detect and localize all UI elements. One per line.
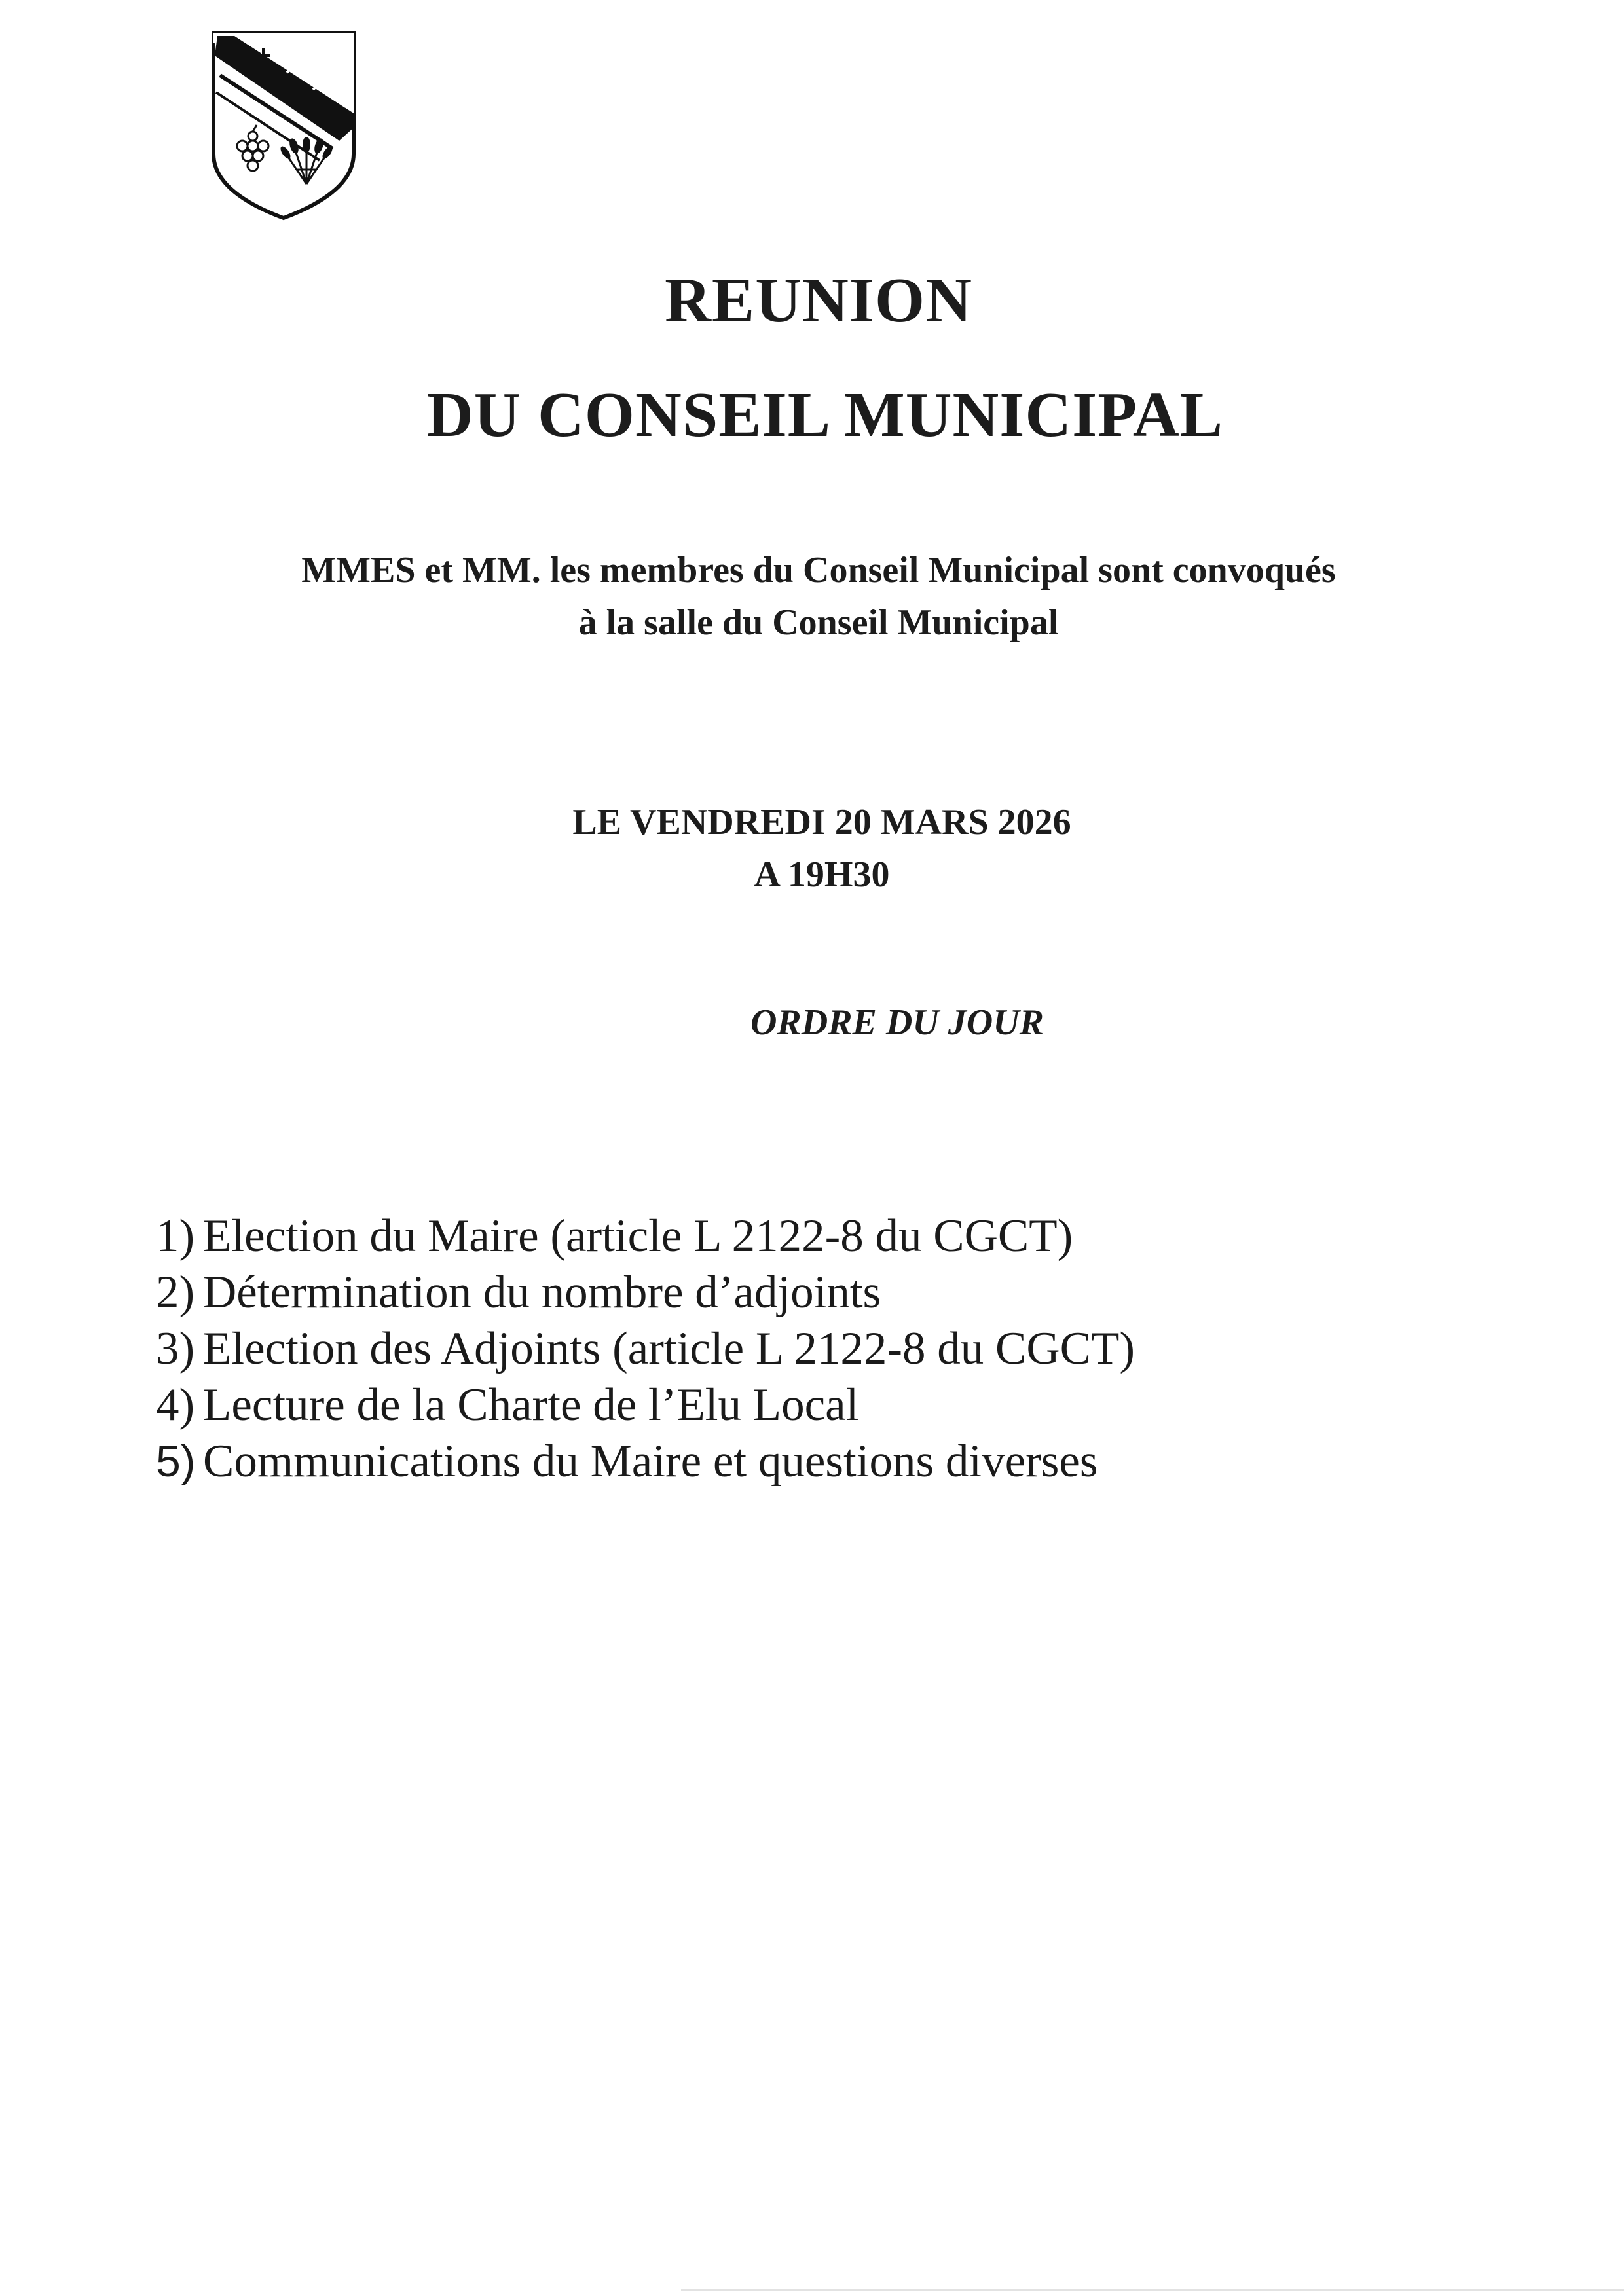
agenda-item <box>156 1433 1135 1489</box>
agenda-item-number: 4) <box>156 1379 195 1430</box>
coat-of-arms <box>208 29 359 221</box>
agenda-item <box>156 1321 1135 1377</box>
intro-line-2: à la salle du Conseil Municipal <box>578 602 1059 643</box>
agenda-item <box>156 1264 1135 1321</box>
agenda-item-text: Election du Maire (article L 2122-8 du CGCT) <box>203 1211 1073 1262</box>
agenda-item-number: 2) <box>156 1267 195 1318</box>
agenda-heading <box>0 1004 1624 1041</box>
agenda-item <box>156 1377 1135 1433</box>
page-title-line-1: REUNION <box>665 265 972 336</box>
agenda-item-number: 1) <box>156 1211 195 1262</box>
agenda-heading-text: ORDRE DU JOUR <box>750 1002 1044 1043</box>
agenda-item-number: 5) <box>156 1436 196 1486</box>
agenda-item <box>156 1208 1135 1264</box>
scan-edge-line <box>681 2289 1624 2291</box>
agenda-item-number: 3) <box>156 1323 195 1374</box>
intro-line-1: MMES et MM. les membres du Conseil Municipal sont convoqués <box>301 550 1336 591</box>
agenda-item-text: Election des Adjoints (article L 2122-8 du CGCT) <box>203 1323 1135 1374</box>
agenda-list <box>156 1208 1135 1489</box>
page-title-line-2: DU CONSEIL MUNICIPAL <box>426 380 1224 450</box>
agenda-item-text: Détermination du nombre d’adjoints <box>203 1267 881 1318</box>
meeting-date: LE VENDREDI 20 MARS 2026 <box>572 802 1071 843</box>
agenda-item-text: Communications du Maire et questions diverses <box>203 1436 1098 1487</box>
agenda-item-text: Lecture de la Charte de l’Elu Local <box>203 1379 859 1430</box>
meeting-time: A 19H30 <box>754 854 890 895</box>
